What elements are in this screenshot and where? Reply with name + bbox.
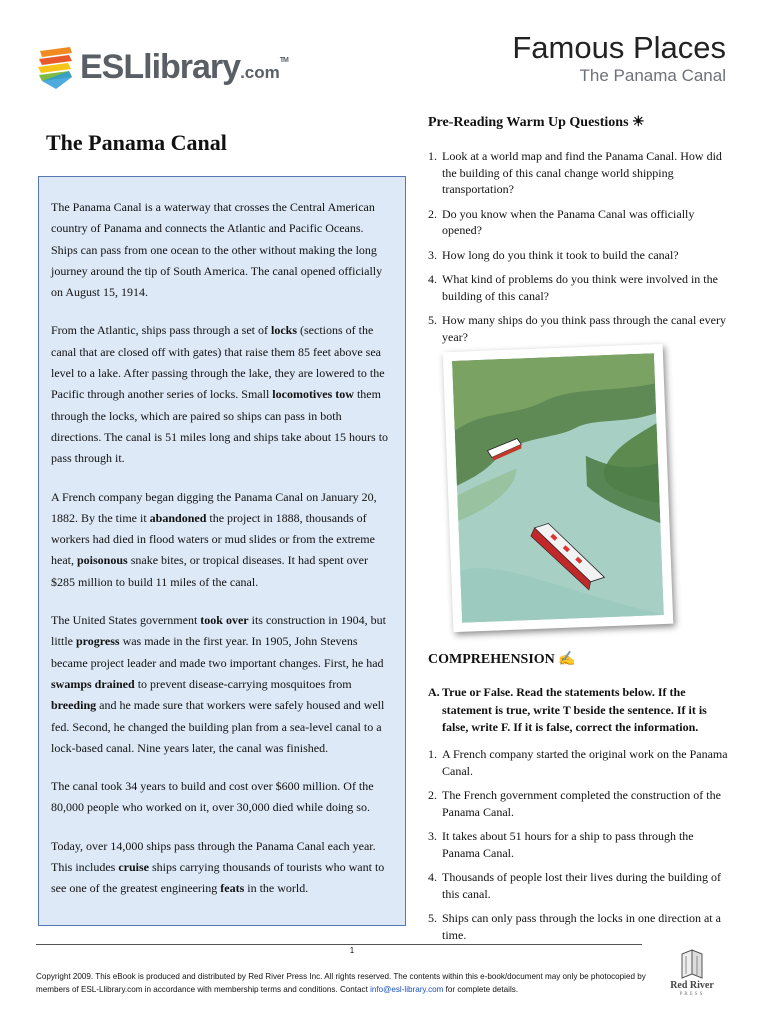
logo-wordmark [80, 48, 288, 92]
book-stack-logo-icon [36, 45, 76, 89]
paragraph-text: to prevent disease-carrying mosquitoes from [134, 676, 352, 691]
item-text: Ships can only pass through the locks in one direction at a time. [442, 911, 721, 942]
item-number: 4. [428, 870, 437, 884]
paragraph-text: (sections of the canal that are closed off with gates) that raise them 85 feet above sea level to a lake. After passing through the lake, they are lowered to the Pacific through another series of locks. Small [51, 323, 385, 402]
reading-paragraph [51, 836, 392, 900]
vocabulary-word: abandoned [149, 510, 207, 525]
paragraph-text: The Panama Canal is a waterway that crosses the Central American country of Panama and connects the Atlantic and Pacific Oceans. Ships can pass from one ocean to the other without making the long journey around the tip of South America. The canal opened officially on August 15, 1914. [51, 200, 383, 300]
true-false-statement [428, 746, 728, 779]
paragraph-text: the project in 1888, thousands of workers had died in flood waters or mud slides or from the extreme heat, [51, 510, 375, 568]
instruction-label: A. [428, 685, 440, 699]
item-number: 1. [428, 747, 437, 761]
vocabulary-word: took over [200, 613, 249, 628]
warmup-question-list [428, 148, 728, 353]
item-text: It takes about 51 hours for a ship to pass through the Panama Canal. [442, 829, 694, 860]
warmup-question [428, 312, 728, 345]
contact-email-link[interactable]: info@esl-library.com [370, 985, 444, 994]
canal-illustration [443, 344, 674, 632]
item-text: The French government completed the construction of the Panama Canal. [442, 788, 721, 819]
reading-paragraph [51, 320, 392, 469]
series-subtitle: The Panama Canal [579, 66, 726, 85]
paragraph-text: Today, over 14,000 ships pass through the Panama Canal each year. This includes [51, 838, 376, 875]
paragraph-text: was made in the first year. In 1905, John Stevens became project leader and made two important changes. First, he had [51, 634, 384, 670]
paragraph-text: The canal took 34 years to build and cost over $600 million. Of the 80,000 people who worked on it, over 30,000 died while doing so. [51, 779, 374, 815]
vocabulary-word: cruise [118, 860, 149, 875]
comprehension-heading: COMPREHENSION ✍ [428, 652, 576, 667]
true-false-statement-list [428, 746, 728, 951]
item-text: What kind of problems do you think were involved in the building of this canal? [442, 272, 718, 303]
warmup-heading: Pre-Reading Warm Up Questions ☀ [428, 115, 645, 130]
item-number: 4. [428, 272, 437, 286]
vocabulary-word: feats [220, 881, 245, 896]
paragraph-text: in the world. [244, 881, 309, 896]
paragraph-text: The United States government [51, 613, 201, 628]
vocabulary-word: swamps drained [51, 676, 135, 691]
paragraph-text: its construction in 1904, but little [51, 613, 386, 649]
logo-com: .com [240, 63, 280, 82]
true-false-statement [428, 787, 728, 820]
item-text: Do you know when the Panama Canal was officially opened? [442, 206, 695, 237]
comprehension-instruction [428, 684, 728, 737]
item-number: 2. [428, 788, 437, 802]
page-title: The Panama Canal [46, 130, 227, 155]
paragraph-text: From the Atlantic, ships pass through a set of [51, 323, 271, 338]
canal-ships-image [452, 353, 664, 623]
copyright-text-end: for complete details. [443, 985, 519, 994]
publisher-press: PRESS [679, 992, 705, 997]
warmup-question [428, 271, 728, 304]
paragraph-text: A French company began digging the Panama Canal on January 20, 1882. By the time it [51, 489, 377, 525]
logo-tm: TM [279, 57, 288, 64]
vocabulary-word: breeding [51, 698, 97, 713]
paragraph-text: ships carrying thousands of tourists who want to see one of the greatest engineering [51, 860, 385, 896]
item-text: How long do you think it took to build the canal? [442, 247, 679, 262]
item-text: Thousands of people lost their lives during the building of this canal. [442, 870, 721, 901]
vocabulary-word: locks [270, 323, 297, 338]
true-false-statement [428, 910, 728, 943]
esl-library-logo [36, 45, 286, 95]
item-text: A French company started the original work on the Panama Canal. [442, 747, 728, 778]
item-number: 5. [428, 911, 437, 925]
vocabulary-word: poisonous [77, 553, 128, 568]
warmup-question [428, 148, 728, 198]
warmup-question [428, 206, 728, 239]
vocabulary-word: locomotives tow [272, 387, 354, 402]
reading-paragraph [51, 610, 392, 759]
paragraph-text: snake bites, or tropical diseases. It had spent over $285 million to build 11 miles of the canal. [51, 553, 368, 589]
reading-passage-box [38, 176, 406, 926]
copyright-text: Copyright 2009. This eBook is produced and distributed by Red River Press Inc. All rights reserved. The contents within this e-book/document may only be photocopied by members of ESL-Llibrary.com in accordance with membership terms and conditions. Contact [36, 972, 646, 994]
page-number: 1 [349, 946, 355, 955]
publisher-name: Red River [670, 980, 714, 991]
warmup-question [428, 247, 728, 264]
vocabulary-word: progress [76, 634, 120, 649]
item-number: 3. [428, 247, 437, 262]
item-number: 2. [428, 206, 437, 221]
item-text: How many ships do you think pass through the canal every year? [442, 313, 726, 344]
copyright-notice [36, 970, 646, 996]
true-false-statement [428, 869, 728, 902]
instruction-text: True or False. Read the statements below. If the statement is true, write T beside the sentence. If it is false, write F. If it is false, correct the information. [442, 685, 707, 734]
book-pages-icon [678, 948, 706, 980]
reading-paragraph [51, 776, 392, 819]
reading-paragraph [51, 487, 392, 593]
item-number: 3. [428, 829, 437, 843]
red-river-press-logo [664, 948, 720, 1002]
footer-divider [36, 944, 642, 945]
paragraph-text: and he made sure that workers were safely housed and well fed. Second, he changed the building plan from a sea-level canal to a lock-based canal. Nine years later, the canal was finished. [51, 698, 385, 755]
series-title: Famous Places [512, 30, 726, 65]
item-number: 1. [428, 149, 437, 163]
item-text: Look at a world map and find the Panama Canal. How did the building of this canal change world shipping transportation? [442, 149, 722, 196]
item-number: 5. [428, 313, 437, 327]
logo-text: ESLlibrary [80, 48, 241, 86]
reading-paragraph [51, 197, 392, 303]
paragraph-text: them through the locks, which are paired so ships can pass in both directions. The canal is 51 miles long and ships take about 15 hours to pass through it. [51, 387, 389, 466]
true-false-statement [428, 828, 728, 861]
